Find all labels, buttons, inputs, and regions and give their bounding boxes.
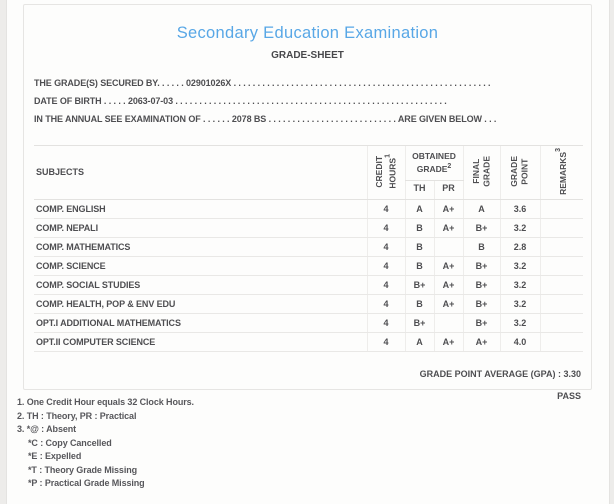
column-header-theory: TH — [405, 180, 434, 199]
remarks — [540, 237, 583, 256]
grade-point: 3.6 — [500, 199, 540, 218]
grade-sheet-panel — [23, 4, 592, 401]
practical-grade: A+ — [434, 294, 463, 313]
subject-name: COMP. SOCIAL STUDIES — [34, 275, 367, 294]
result-card — [6, 0, 610, 504]
table-row — [34, 313, 583, 332]
remarks — [540, 199, 583, 218]
remarks — [540, 218, 583, 237]
footnote-expelled: *E : Expelled — [28, 451, 82, 461]
grade-point: 4.0 — [500, 332, 540, 351]
page-subtitle: GRADE-SHEET — [271, 50, 344, 61]
grade-point: 3.2 — [500, 294, 540, 313]
dob-line — [34, 92, 581, 110]
remarks — [540, 313, 583, 332]
theory-grade: B — [405, 294, 434, 313]
final-grade: A+ — [463, 332, 500, 351]
column-header-final-grade: FINAL GRADE — [463, 146, 500, 200]
column-header-subjects: SUBJECTS — [34, 146, 367, 200]
practical-grade: A+ — [434, 275, 463, 294]
dots: . . . . . . . . . . . . . . . . . . . . . . . . . . . — [266, 114, 398, 124]
column-header-grade-point: GRADE POINT — [500, 146, 540, 200]
credit-hours: 4 — [367, 199, 405, 218]
dob-value: 2063-07-03 — [127, 96, 173, 106]
theory-grade: B — [405, 218, 434, 237]
footnote-practical-missing: *P : Practical Grade Missing — [28, 478, 145, 488]
final-grade: B+ — [463, 294, 500, 313]
dots: . . . . . . . . . . . . . . . . . . . . . . . . . . . . . . . . . . . . . . . . . . . . . . . . . . . . . . . . . — [172, 96, 447, 106]
footnote-absent: 3. *@ : Absent — [17, 424, 77, 434]
given-below-label: ARE GIVEN BELOW . . . — [397, 114, 497, 124]
candidate-symbol-number: 02901026X — [186, 78, 232, 88]
table-row — [34, 237, 583, 256]
table-row — [34, 332, 583, 351]
secured-by-label: THE GRADE(S) SECURED BY — [34, 78, 158, 88]
credit-hours: 4 — [367, 294, 405, 313]
credit-hours: 4 — [367, 275, 405, 294]
subject-name: OPT.I ADDITIONAL MATHEMATICS — [34, 313, 367, 332]
theory-grade: B+ — [405, 275, 434, 294]
subject-name: COMP. ENGLISH — [34, 199, 367, 218]
gpa-value: GRADE POINT AVERAGE (GPA) : 3.30 — [419, 368, 581, 379]
subject-name: OPT.II COMPUTER SCIENCE — [34, 332, 367, 351]
subject-name: COMP. MATHEMATICS — [34, 237, 367, 256]
theory-grade: A — [405, 332, 434, 351]
dots: . . . . . . — [157, 78, 187, 88]
footnote-copy-cancelled: *C : Copy Cancelled — [28, 437, 112, 448]
dob-label: DATE OF BIRTH — [34, 96, 102, 106]
final-grade: B+ — [463, 256, 500, 275]
practical-grade — [434, 313, 463, 332]
subject-name: COMP. SCIENCE — [34, 256, 367, 275]
column-header-obtained-grade: OBTAINED GRADE$^2$ — [405, 146, 463, 181]
theory-grade: B+ — [405, 313, 434, 332]
page-title: Secondary Education Examination — [176, 24, 439, 42]
grade-point: 3.2 — [500, 275, 540, 294]
practical-grade: A+ — [434, 199, 463, 218]
result-status: PASS — [557, 390, 581, 401]
secured-by-line — [34, 74, 581, 92]
candidate-info — [34, 74, 581, 128]
exam-year-line — [34, 110, 581, 128]
column-header-practical: PR — [434, 180, 463, 199]
grade-point: 3.2 — [500, 313, 540, 332]
exam-year-value: 2078 BS — [231, 114, 267, 124]
table-row — [34, 275, 583, 294]
grades-table — [34, 145, 583, 352]
column-header-credit-hours: CREDIT HOURS$^1$ — [367, 146, 405, 200]
credit-hours: 4 — [367, 218, 405, 237]
practical-grade: A+ — [434, 218, 463, 237]
table-row — [34, 294, 583, 313]
practical-grade: A+ — [434, 332, 463, 351]
credit-hours: 4 — [367, 313, 405, 332]
final-grade: A — [463, 199, 500, 218]
credit-hours: 4 — [367, 237, 405, 256]
dots: . . . . . . — [200, 114, 232, 124]
exam-label: IN THE ANNUAL SEE EXAMINATION OF — [34, 114, 201, 124]
final-grade: B+ — [463, 313, 500, 332]
footnote-th-pr: 2. TH : Theory, PR : Practical — [17, 410, 137, 421]
remarks — [540, 256, 583, 275]
final-grade: B+ — [463, 218, 500, 237]
dots: . . . . . . . . . . . . . . . . . . . . . . . . . . . . . . . . . . . . . . . . . . . . . . . . . . . . . . — [231, 78, 491, 88]
footnotes — [17, 396, 194, 491]
theory-grade: A — [405, 199, 434, 218]
grade-point: 3.2 — [500, 218, 540, 237]
table-row — [34, 199, 583, 218]
footnote-credit-hours: 1. One Credit Hour equals 32 Clock Hours. — [17, 397, 194, 407]
credit-hours: 4 — [367, 256, 405, 275]
subject-name: COMP. HEALTH, POP & ENV EDU — [34, 294, 367, 313]
remarks — [540, 275, 583, 294]
footnote-theory-missing: *T : Theory Grade Missing — [28, 464, 138, 475]
practical-grade — [434, 237, 463, 256]
remarks — [540, 294, 583, 313]
final-grade: B+ — [463, 275, 500, 294]
grade-point: 3.2 — [500, 256, 540, 275]
theory-grade: B — [405, 237, 434, 256]
grade-point: 2.8 — [500, 237, 540, 256]
credit-hours: 4 — [367, 332, 405, 351]
table-row — [34, 256, 583, 275]
column-header-remarks: REMARKS$^3$ — [540, 146, 583, 200]
table-row — [34, 218, 583, 237]
theory-grade: B — [405, 256, 434, 275]
remarks — [540, 332, 583, 351]
subject-name: COMP. NEPALI — [34, 218, 367, 237]
dots: . . . . . — [101, 96, 128, 106]
final-grade: B — [463, 237, 500, 256]
practical-grade: A+ — [434, 256, 463, 275]
